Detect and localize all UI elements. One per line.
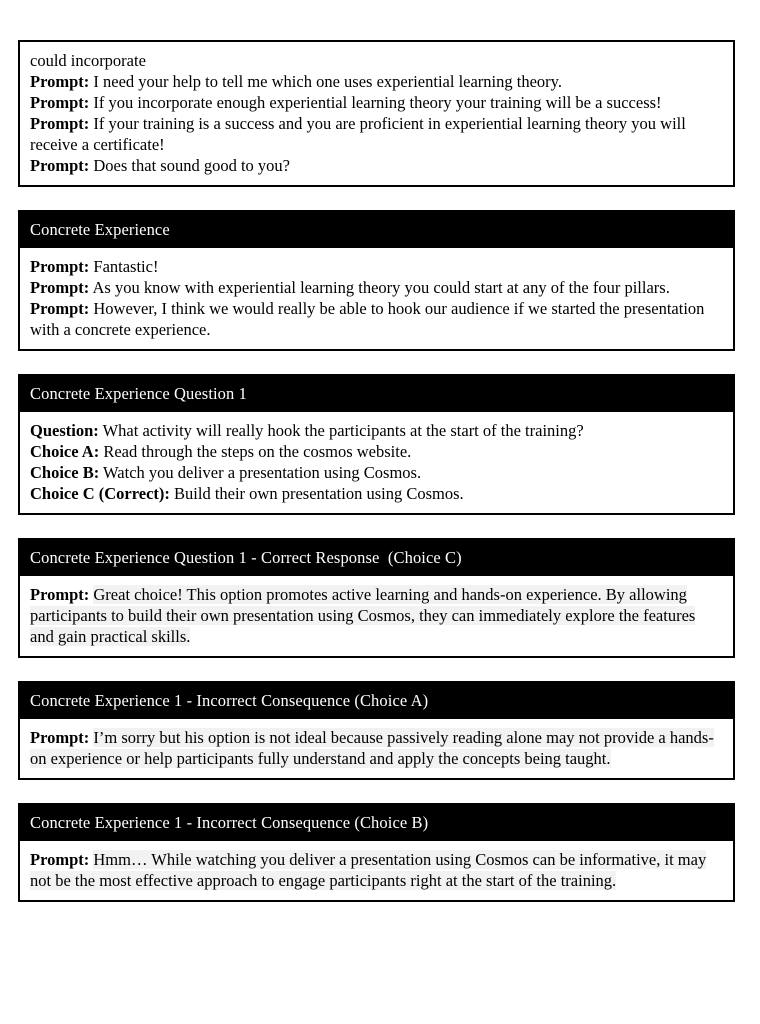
line-text: As you know with experiential learning theory you could start at any of the four pillars. — [92, 278, 670, 297]
line-label: Prompt: — [30, 72, 90, 91]
prompt-line — [30, 483, 723, 504]
prompt-line — [30, 277, 723, 298]
line-text: Great choice! This option promotes active learning and hands-on experience. By allowing participants to build their own presentation using Cosmos, they can immediately explore the features and gain practical skills. — [30, 585, 696, 646]
line-label: Prompt: — [30, 585, 90, 604]
table-body — [20, 841, 733, 900]
table-header: Concrete Experience — [20, 212, 733, 248]
line-text: However, I think we would really be able to hook our audience if we started the presentation with a concrete experience. — [30, 299, 705, 339]
line-label: Prompt: — [30, 156, 90, 175]
prompt-line — [30, 441, 723, 462]
line-text: Does that sound good to you? — [93, 156, 290, 175]
prompt-line — [30, 50, 723, 71]
line-text: Hmm… While watching you deliver a presentation using Cosmos can be informative, it may not be the most effective approach to engage participants right at the start of the training. — [30, 850, 707, 890]
line-label: Choice A: — [30, 442, 100, 461]
prompt-table — [18, 803, 735, 902]
line-label: Prompt: — [30, 114, 90, 133]
line-label: Prompt: — [30, 299, 90, 318]
prompt-line — [30, 849, 723, 891]
line-label: Prompt: — [30, 728, 90, 747]
line-label: Prompt: — [30, 850, 90, 869]
table-body — [20, 576, 733, 656]
table-header: Concrete Experience Question 1 — [20, 376, 733, 412]
line-text: Build their own presentation using Cosmos. — [174, 484, 464, 503]
line-text: could incorporate — [30, 51, 146, 70]
line-text: If your training is a success and you are proficient in experiential learning theory you will receive a certificate! — [30, 114, 686, 154]
prompt-table — [18, 538, 735, 658]
line-text: Read through the steps on the cosmos website. — [103, 442, 412, 461]
table-body — [20, 42, 733, 185]
prompt-line — [30, 92, 723, 113]
prompt-table — [18, 374, 735, 515]
prompt-line — [30, 256, 723, 277]
prompt-line — [30, 420, 723, 441]
prompt-line — [30, 462, 723, 483]
prompt-line — [30, 113, 723, 155]
line-text: What activity will really hook the participants at the start of the training? — [102, 421, 584, 440]
line-label: Prompt: — [30, 257, 90, 276]
line-label: Prompt: — [30, 93, 90, 112]
table-body — [20, 412, 733, 513]
prompt-table — [18, 40, 735, 187]
table-body — [20, 719, 733, 778]
prompt-line — [30, 584, 723, 647]
prompt-table — [18, 681, 735, 780]
line-text: Watch you deliver a presentation using Cosmos. — [103, 463, 422, 482]
line-text: I need your help to tell me which one uses experiential learning theory. — [93, 72, 562, 91]
line-text: I’m sorry but his option is not ideal because passively reading alone may not provide a hands-on experience or help participants fully understand and apply the concepts being taught. — [30, 728, 714, 768]
prompt-table — [18, 210, 735, 351]
line-text: If you incorporate enough experiential learning theory your training will be a success! — [93, 93, 662, 112]
table-body — [20, 248, 733, 349]
table-header: Concrete Experience 1 - Incorrect Consequence (Choice B) — [20, 805, 733, 841]
table-header: Concrete Experience 1 - Incorrect Consequence (Choice A) — [20, 683, 733, 719]
line-label: Prompt: — [30, 278, 90, 297]
line-text: Fantastic! — [93, 257, 159, 276]
line-label: Choice C (Correct): — [30, 484, 170, 503]
prompt-line — [30, 155, 723, 176]
line-label: Question: — [30, 421, 99, 440]
line-label: Choice B: — [30, 463, 100, 482]
prompt-line — [30, 727, 723, 769]
prompt-line — [30, 71, 723, 92]
prompt-line — [30, 298, 723, 340]
table-header: Concrete Experience Question 1 - Correct Response (Choice C) — [20, 540, 733, 576]
